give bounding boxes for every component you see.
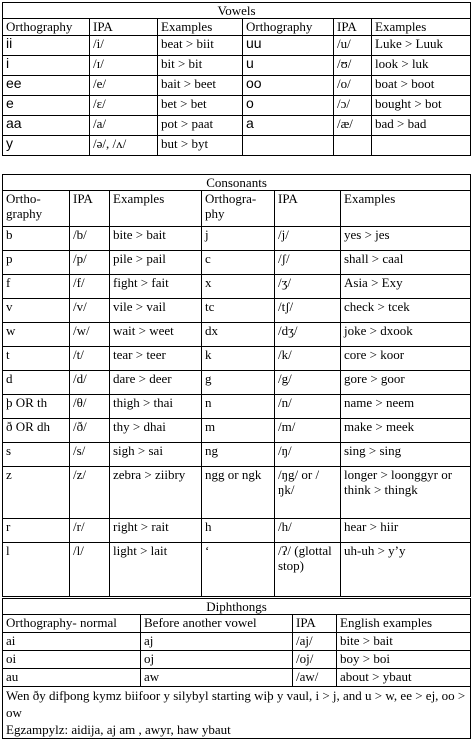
table-row bbox=[3, 275, 471, 299]
ipa-cell: /n/ bbox=[275, 395, 341, 419]
ipa-cell: /p/ bbox=[70, 251, 110, 275]
example-cell: thy > dhai bbox=[110, 419, 202, 443]
example-cell: but > byt bbox=[158, 136, 243, 156]
ipa-cell: /aw/ bbox=[293, 669, 337, 687]
ipa-cell: /ŋg/ or / ŋk/ bbox=[275, 467, 341, 519]
ipa-cell: /ə/, /ʌ/ bbox=[90, 136, 158, 156]
ipa-cell: /ʒ/ bbox=[275, 275, 341, 299]
example-cell: check > tcek bbox=[341, 299, 471, 323]
orthography-cell: c bbox=[202, 251, 275, 275]
diphthong-examples: Egzampylz: aidija, aj am , awyr, haw ybaut bbox=[6, 722, 231, 737]
table-row bbox=[3, 116, 471, 136]
orthography-cell: v bbox=[3, 299, 70, 323]
example-cell: bet > bet bbox=[158, 96, 243, 116]
diphthong-note: Wen ðy difþong kymz biifoor y silybyl starting wiþ y vaul, i > j, and u > w, ee > ej, oo > ow bbox=[6, 688, 466, 720]
before-vowel-cell: oj bbox=[141, 651, 293, 669]
example-cell: right > rait bbox=[110, 519, 202, 543]
ipa-cell: /f/ bbox=[70, 275, 110, 299]
column-header: Ortho-graphy bbox=[3, 191, 70, 227]
orthography-cell: au bbox=[3, 669, 141, 687]
column-header: Before another vowel bbox=[141, 615, 293, 633]
ipa-cell: /b/ bbox=[70, 227, 110, 251]
example-cell: look > luk bbox=[372, 56, 471, 76]
table-row bbox=[3, 36, 471, 56]
orthography-cell: ð OR dh bbox=[3, 419, 70, 443]
orthography-cell: e bbox=[3, 96, 90, 116]
ipa-cell: /ʊ/ bbox=[334, 56, 372, 76]
orthography-cell: h bbox=[202, 519, 275, 543]
example-cell: make > meek bbox=[341, 419, 471, 443]
orthography-cell: z bbox=[3, 467, 70, 519]
table-row bbox=[3, 419, 471, 443]
column-header: IPA bbox=[70, 191, 110, 227]
orthography-cell: i bbox=[3, 56, 90, 76]
column-header: Orthogra-phy bbox=[202, 191, 275, 227]
column-header: Orthography- normal bbox=[3, 615, 141, 633]
ipa-cell: /j/ bbox=[275, 227, 341, 251]
example-cell: yes > jes bbox=[341, 227, 471, 251]
orthography-cell: b bbox=[3, 227, 70, 251]
orthography-cell bbox=[243, 136, 334, 156]
table-row bbox=[3, 347, 471, 371]
example-cell: boy > boi bbox=[337, 651, 471, 669]
orthography-cell: k bbox=[202, 347, 275, 371]
orthography-cell: a bbox=[243, 116, 334, 136]
orthography-cell: ee bbox=[3, 76, 90, 96]
ipa-cell: /v/ bbox=[70, 299, 110, 323]
orthography-cell: tc bbox=[202, 299, 275, 323]
ipa-cell: /ŋ/ bbox=[275, 443, 341, 467]
example-cell: boat > boot bbox=[372, 76, 471, 96]
orthography-cell: ‘ bbox=[202, 543, 275, 597]
consonants-title: Consonants bbox=[3, 175, 471, 191]
ipa-cell: /o/ bbox=[334, 76, 372, 96]
orthography-cell: þ OR th bbox=[3, 395, 70, 419]
before-vowel-cell: aj bbox=[141, 633, 293, 651]
orthography-cell: ai bbox=[3, 633, 141, 651]
orthography-cell: y bbox=[3, 136, 90, 156]
ipa-cell: /ɪ/ bbox=[90, 56, 158, 76]
ipa-cell: /d/ bbox=[70, 371, 110, 395]
ipa-cell bbox=[334, 136, 372, 156]
orthography-cell: r bbox=[3, 519, 70, 543]
table-row bbox=[3, 519, 471, 543]
orthography-cell: j bbox=[202, 227, 275, 251]
ipa-cell: /u/ bbox=[334, 36, 372, 56]
table-row bbox=[3, 56, 471, 76]
column-header: Orthography bbox=[3, 19, 90, 36]
ipa-cell: /h/ bbox=[275, 519, 341, 543]
orthography-cell: oi bbox=[3, 651, 141, 669]
orthography-cell: dx bbox=[202, 323, 275, 347]
ipa-cell: /s/ bbox=[70, 443, 110, 467]
example-cell: bite > bait bbox=[110, 227, 202, 251]
orthography-cell: l bbox=[3, 543, 70, 597]
ipa-cell: /aj/ bbox=[293, 633, 337, 651]
example-cell: hear > hiir bbox=[341, 519, 471, 543]
example-cell: tear > teer bbox=[110, 347, 202, 371]
column-header: Orthography bbox=[243, 19, 334, 36]
column-header: IPA bbox=[293, 615, 337, 633]
ipa-cell: /a/ bbox=[90, 116, 158, 136]
ipa-cell: /e/ bbox=[90, 76, 158, 96]
example-cell: Asia > Exy bbox=[341, 275, 471, 299]
ipa-cell: /l/ bbox=[70, 543, 110, 597]
table-row bbox=[3, 251, 471, 275]
ipa-cell: /æ/ bbox=[334, 116, 372, 136]
table-row bbox=[3, 443, 471, 467]
column-header: Examples bbox=[110, 191, 202, 227]
example-cell: dare > deer bbox=[110, 371, 202, 395]
consonants-table bbox=[2, 174, 471, 597]
example-cell: thigh > thai bbox=[110, 395, 202, 419]
ipa-cell: /ʔ/ (glottal stop) bbox=[275, 543, 341, 597]
example-cell: shall > caal bbox=[341, 251, 471, 275]
orthography-cell: p bbox=[3, 251, 70, 275]
ipa-cell: /r/ bbox=[70, 519, 110, 543]
orthography-cell: s bbox=[3, 443, 70, 467]
column-header: IPA bbox=[275, 191, 341, 227]
column-header: IPA bbox=[334, 19, 372, 36]
orthography-cell: o bbox=[243, 96, 334, 116]
example-cell: name > neem bbox=[341, 395, 471, 419]
orthography-cell: uu bbox=[243, 36, 334, 56]
diphthongs-table bbox=[2, 598, 471, 739]
table-row bbox=[3, 299, 471, 323]
orthography-cell: n bbox=[202, 395, 275, 419]
orthography-cell: u bbox=[243, 56, 334, 76]
orthography-cell: x bbox=[202, 275, 275, 299]
ipa-cell: /k/ bbox=[275, 347, 341, 371]
vowels-title: Vowels bbox=[3, 3, 471, 19]
table-row bbox=[3, 395, 471, 419]
example-cell: zebra > ziibry bbox=[110, 467, 202, 519]
example-cell: bit > bit bbox=[158, 56, 243, 76]
table-row bbox=[3, 669, 471, 687]
orthography-cell: d bbox=[3, 371, 70, 395]
example-cell: about > ybaut bbox=[337, 669, 471, 687]
ipa-cell: /ɔ/ bbox=[334, 96, 372, 116]
example-cell: Luke > Luuk bbox=[372, 36, 471, 56]
ipa-cell: /t/ bbox=[70, 347, 110, 371]
example-cell: beat > biit bbox=[158, 36, 243, 56]
example-cell: longer > loonggyr or think > thingk bbox=[341, 467, 471, 519]
example-cell: light > lait bbox=[110, 543, 202, 597]
orthography-cell: aa bbox=[3, 116, 90, 136]
ipa-cell: /m/ bbox=[275, 419, 341, 443]
example-cell: pot > paat bbox=[158, 116, 243, 136]
table-row bbox=[3, 227, 471, 251]
example-cell: pile > pail bbox=[110, 251, 202, 275]
ipa-cell: /ð/ bbox=[70, 419, 110, 443]
diphthongs-title: Diphthongs bbox=[3, 599, 471, 615]
ipa-cell: /oj/ bbox=[293, 651, 337, 669]
orthography-cell: ngg or ngk bbox=[202, 467, 275, 519]
ipa-cell: /θ/ bbox=[70, 395, 110, 419]
example-cell: bought > bot bbox=[372, 96, 471, 116]
column-header: Examples bbox=[158, 19, 243, 36]
orthography-cell: w bbox=[3, 323, 70, 347]
orthography-cell: g bbox=[202, 371, 275, 395]
example-cell: sigh > sai bbox=[110, 443, 202, 467]
example-cell: joke > dxook bbox=[341, 323, 471, 347]
ipa-cell: /z/ bbox=[70, 467, 110, 519]
table-row bbox=[3, 467, 471, 519]
example-cell: fight > fait bbox=[110, 275, 202, 299]
column-header: Examples bbox=[372, 19, 471, 36]
orthography-cell: m bbox=[202, 419, 275, 443]
example-cell: sing > sing bbox=[341, 443, 471, 467]
table-row bbox=[3, 371, 471, 395]
table-row bbox=[3, 76, 471, 96]
column-header: English examples bbox=[337, 615, 471, 633]
before-vowel-cell: aw bbox=[141, 669, 293, 687]
example-cell: uh-uh > y’y bbox=[341, 543, 471, 597]
example-cell: core > koor bbox=[341, 347, 471, 371]
orthography-cell: oo bbox=[243, 76, 334, 96]
table-row bbox=[3, 651, 471, 669]
column-header: Examples bbox=[341, 191, 471, 227]
ipa-cell: /tʃ/ bbox=[275, 299, 341, 323]
orthography-cell: f bbox=[3, 275, 70, 299]
ipa-cell: /dʒ/ bbox=[275, 323, 341, 347]
ipa-cell: /i/ bbox=[90, 36, 158, 56]
table-row bbox=[3, 136, 471, 156]
orthography-cell: ii bbox=[3, 36, 90, 56]
table-row bbox=[3, 96, 471, 116]
table-row bbox=[3, 543, 471, 597]
example-cell: vile > vail bbox=[110, 299, 202, 323]
ipa-cell: /w/ bbox=[70, 323, 110, 347]
example-cell: bait > beet bbox=[158, 76, 243, 96]
orthography-cell: t bbox=[3, 347, 70, 371]
example-cell: wait > weet bbox=[110, 323, 202, 347]
orthography-cell: ng bbox=[202, 443, 275, 467]
ipa-cell: /ʃ/ bbox=[275, 251, 341, 275]
vowels-table bbox=[2, 2, 471, 156]
column-header: IPA bbox=[90, 19, 158, 36]
table-row bbox=[3, 633, 471, 651]
table-row bbox=[3, 323, 471, 347]
example-cell: gore > goor bbox=[341, 371, 471, 395]
ipa-cell: /ɛ/ bbox=[90, 96, 158, 116]
ipa-cell: /g/ bbox=[275, 371, 341, 395]
example-cell: bad > bad bbox=[372, 116, 471, 136]
example-cell: bite > bait bbox=[337, 633, 471, 651]
example-cell bbox=[372, 136, 471, 156]
